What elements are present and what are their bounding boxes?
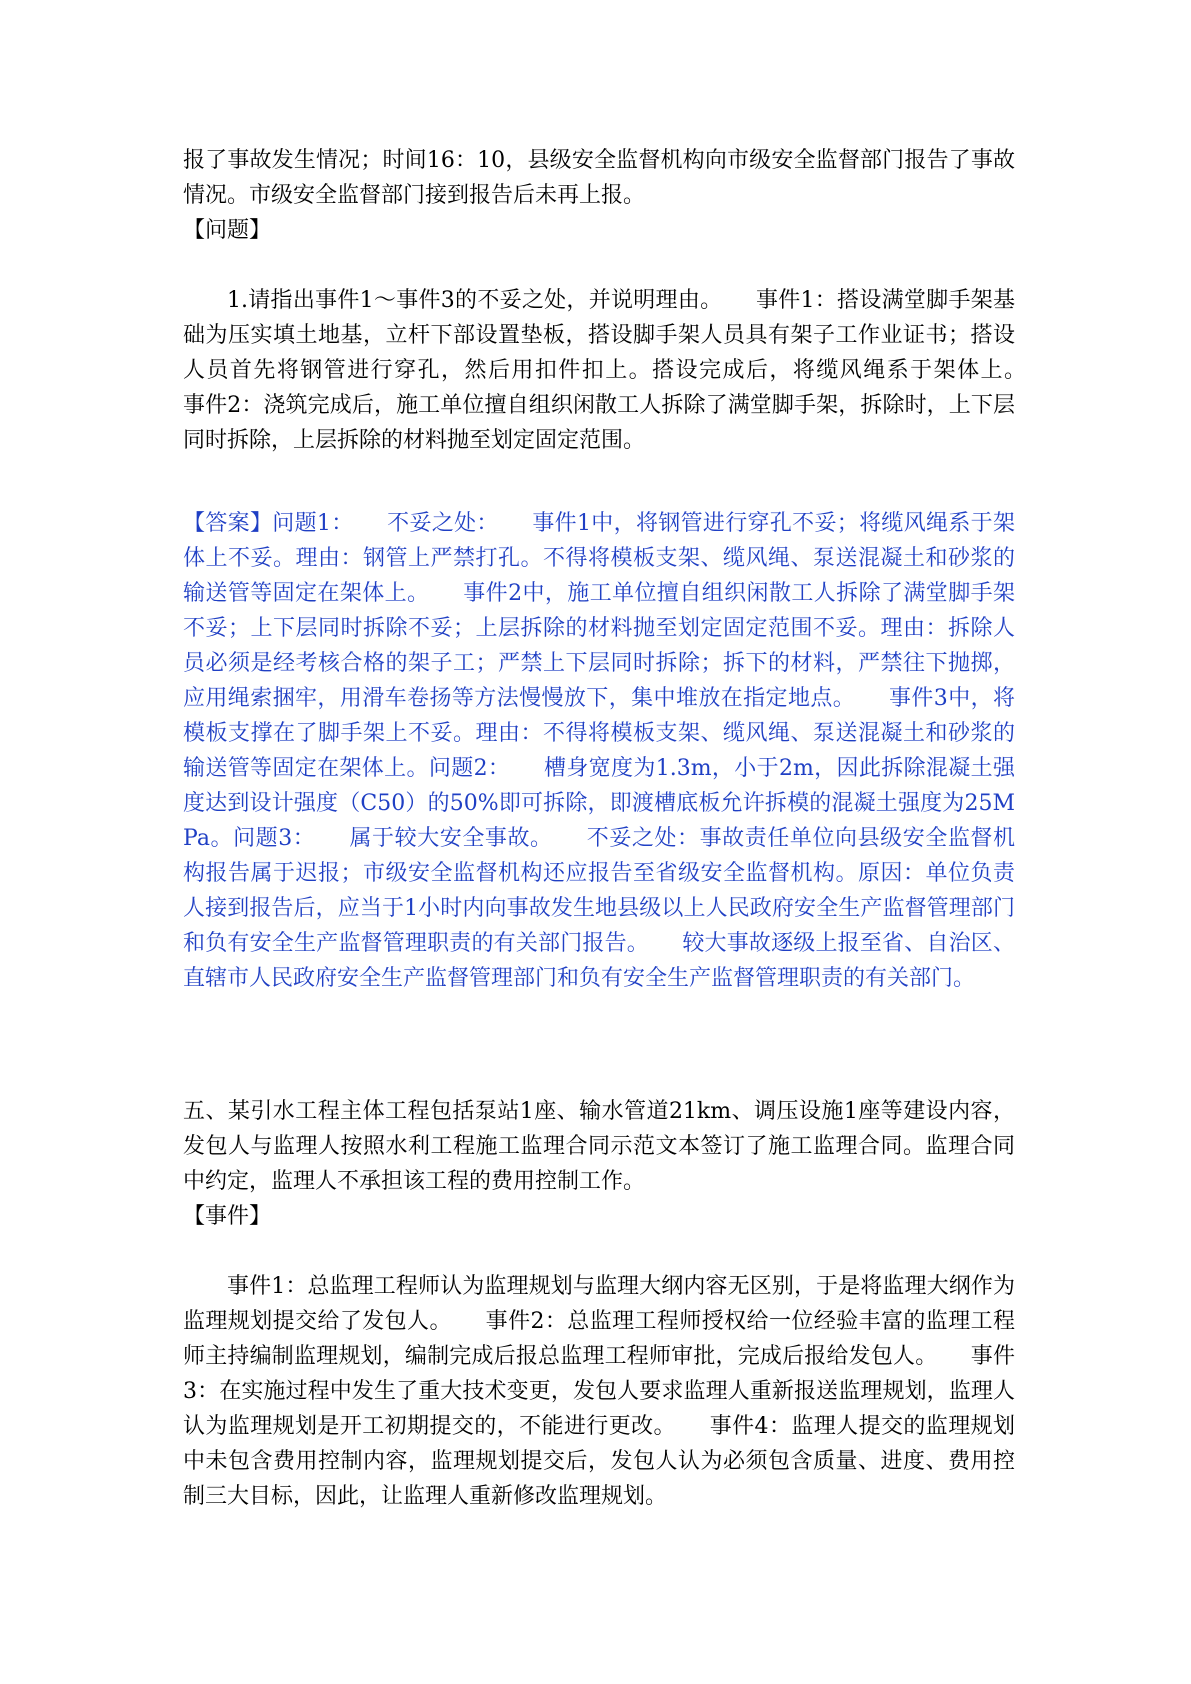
- question-paragraph: 1.请指出事件1～事件3的不妥之处，并说明理由。 事件1：搭设满堂脚手架基础为压实填土地基，立杆下部设置垫板，搭设脚手架人员具有架子工作业证书；搭设人员首先将钢管进行穿孔，然后用扣件扣上。搭设完成后，将缆风绳系于架体上。 事件2：浇筑完成后，施工单位擅自组织闲散工人拆除了满堂脚手架，拆除时，上下层同时拆除，上层拆除的材料抛至划定固定范围。: [183, 288, 1060, 453]
- event-paragraph: 事件1：总监理工程师认为监理规划与监理大纲内容无区别，于是将监理大纲作为监理规划提交给了发包人。 事件2：总监理工程师授权给一位经验丰富的监理工程师主持编制监理规划，编制完成后报总监理工程师审批，完成后报给发包人。 事件3：在实施过程中发生了重大技术变更，发包人要求监理人重新报送监理规划，监理人认为监理规划是开工初期提交的，不能进行更改。 事件4：监理人提交的监理规划中未包含费用控制内容，监理规划提交后，发包人认为必须包含质量、进度、费用控制三大目标，因此，让监理人重新修改监理规划。: [183, 1274, 1015, 1509]
- answer-paragraph: 【答案】问题1： 不妥之处： 事件1中，将钢管进行穿孔不妥；将缆风绳系于架体上不妥。理由：钢管上严禁打孔。不得将模板支架、缆风绳、泵送混凝土和砂浆的输送管等固定在架体上。 事件2中，施工单位擅自组织闲散工人拆除了满堂脚手架不妥；上下层同时拆除不妥；上层拆除的材料抛至划定固定范围不妥。理由：拆除人员必须是经考核合格的架子工；严禁上下层同时拆除；拆下的材料，严禁往下抛掷，应用绳索捆牢，用滑车卷扬等方法慢慢放下，集中堆放在指定地点。 事件3中，将模板支撑在了脚手架上不妥。理由：不得将模板支架、缆风绳、泵送混凝土和砂浆的输送管等固定在架体上。问题2： 槽身宽度为1.3m，小于2m，因此拆除混凝土强度达到设计强度（C50）的50%即可拆除，即渡槽底板允许拆模的混凝土强度为25MPa。问题3： 属于较大安全事故。 不妥之处：事故责任单位向县级安全监督机构报告属于迟报；市级安全监督机构还应报告至省级安全监督机构。原因：单位负责人接到报告后，应当于1小时内向事故发生地县级以上人民政府安全生产监督管理部门和负有安全生产监督管理职责的有关部门报告。 较大事故逐级上报至省、自治区、直辖市人民政府安全生产监督管理部门和负有安全生产监督管理职责的有关部门。: [183, 511, 1015, 991]
- question-heading: 【问题】: [183, 218, 272, 243]
- intro-continuation-paragraph: 报了事故发生情况；时间16：10，县级安全监督机构向市级安全监督部门报告了事故情况。市级安全监督部门接到报告后未再上报。: [183, 148, 1015, 208]
- section-five-paragraph: 五、某引水工程主体工程包括泵站1座、输水管道21km、调压设施1座等建设内容，发包人与监理人按照水利工程施工监理合同示范文本签订了施工监理合同。监理合同中约定，监理人不承担该工程的费用控制工作。: [183, 1099, 1015, 1194]
- event-heading: 【事件】: [183, 1204, 272, 1229]
